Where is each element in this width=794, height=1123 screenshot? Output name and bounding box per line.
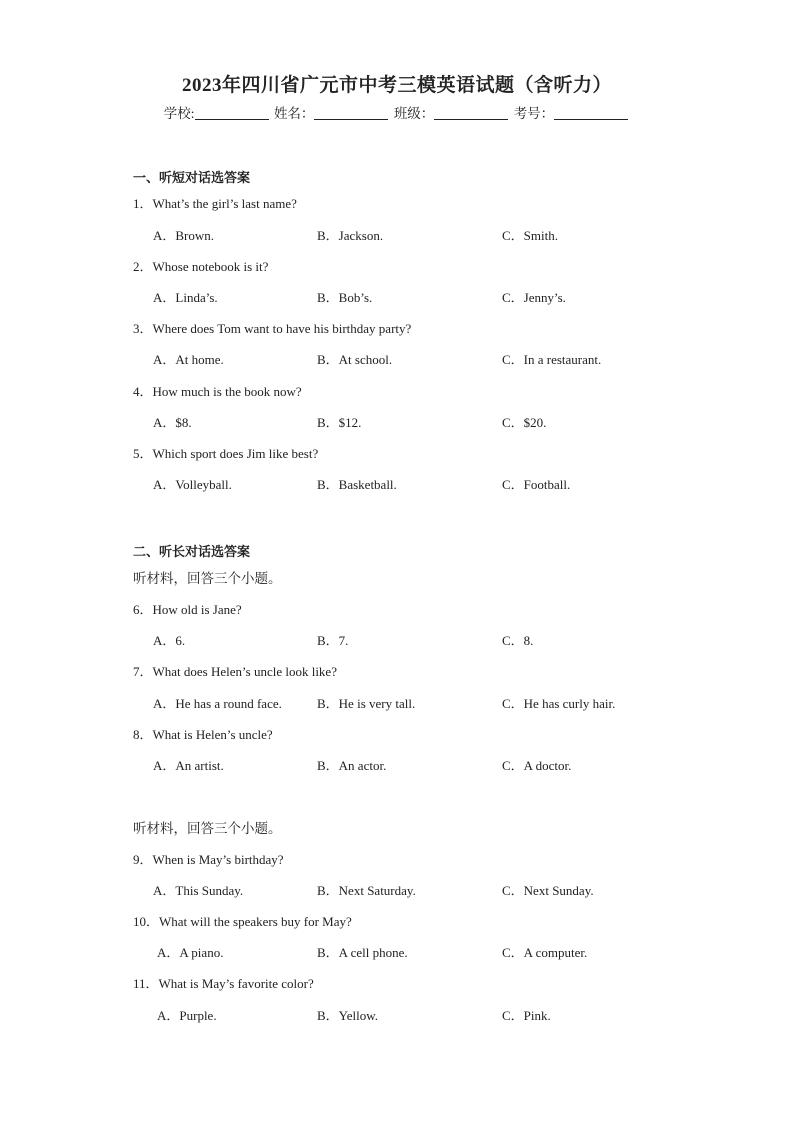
option-c: C．Football. xyxy=(502,477,571,492)
option-b: B．He is very tall. xyxy=(317,696,416,711)
school-label: 学校: xyxy=(163,106,195,121)
option-c: C．A computer. xyxy=(502,945,588,960)
option-a: A．He has a round face. xyxy=(153,696,282,711)
option-b: B．At school. xyxy=(317,352,393,367)
question-text: 9．When is May’s birthday? xyxy=(133,852,284,867)
option-b: B．Bob’s. xyxy=(317,290,373,305)
exam-number-label: 考号： xyxy=(513,106,555,121)
material-intro: 听材料，回答三个小题。 xyxy=(133,821,282,836)
option-b: B．A cell phone. xyxy=(317,945,408,960)
option-a: A．Linda’s. xyxy=(153,290,218,305)
option-c: C．Pink. xyxy=(502,1008,551,1023)
option-b: B．Jackson. xyxy=(317,228,384,243)
option-a: A．Purple. xyxy=(157,1008,217,1023)
option-a: A．6. xyxy=(153,633,186,648)
question-text: 3．Where does Tom want to have his birthday party? xyxy=(133,321,412,336)
page-title: 2023年四川省广元市中考三模英语试题（含听力） xyxy=(181,75,612,96)
option-a: A．An artist. xyxy=(153,758,224,773)
question-text: 10．What will the speakers buy for May? xyxy=(133,914,352,929)
class-blank[interactable] xyxy=(434,105,508,120)
section-heading: 一、听短对话选答案 xyxy=(133,170,251,185)
option-c: C．$20. xyxy=(502,415,547,430)
option-a: A．$8. xyxy=(153,415,192,430)
option-c: C．Smith. xyxy=(502,228,558,243)
option-b: B．$12. xyxy=(317,415,362,430)
section-heading: 二、听长对话选答案 xyxy=(133,544,251,559)
question-text: 8．What is Helen’s uncle? xyxy=(133,727,273,742)
option-b: B．An actor. xyxy=(317,758,387,773)
option-a: A．This Sunday. xyxy=(153,883,244,898)
question-text: 6．How old is Jane? xyxy=(133,602,242,617)
option-c: C．8. xyxy=(502,633,534,648)
student-info-line xyxy=(0,102,794,122)
question-text: 1．What’s the girl’s last name? xyxy=(133,196,297,211)
class-label: 班级： xyxy=(393,106,435,121)
option-b: B．Basketball. xyxy=(317,477,397,492)
option-a: A．At home. xyxy=(153,352,224,367)
exam-number-blank[interactable] xyxy=(554,105,628,120)
option-c: C．Next Sunday. xyxy=(502,883,594,898)
option-a: A．Volleyball. xyxy=(153,477,232,492)
option-c: C．Jenny’s. xyxy=(502,290,566,305)
option-b: B．Next Saturday. xyxy=(317,883,416,898)
option-c: C．In a restaurant. xyxy=(502,352,602,367)
question-text: 7．What does Helen’s uncle look like? xyxy=(133,664,337,679)
material-intro: 听材料，回答三个小题。 xyxy=(133,571,282,586)
question-text: 11．What is May’s favorite color? xyxy=(133,976,314,991)
question-text: 2．Whose notebook is it? xyxy=(133,259,269,274)
option-c: C．A doctor. xyxy=(502,758,572,773)
option-c: C．He has curly hair. xyxy=(502,696,616,711)
option-b: B．7. xyxy=(317,633,349,648)
option-a: A．A piano. xyxy=(157,945,224,960)
name-blank[interactable] xyxy=(314,105,388,120)
option-a: A．Brown. xyxy=(153,228,215,243)
question-text: 5．Which sport does Jim like best? xyxy=(133,446,319,461)
school-blank[interactable] xyxy=(195,105,269,120)
option-b: B．Yellow. xyxy=(317,1008,379,1023)
name-label: 姓名： xyxy=(273,106,315,121)
question-text: 4．How much is the book now? xyxy=(133,384,302,399)
